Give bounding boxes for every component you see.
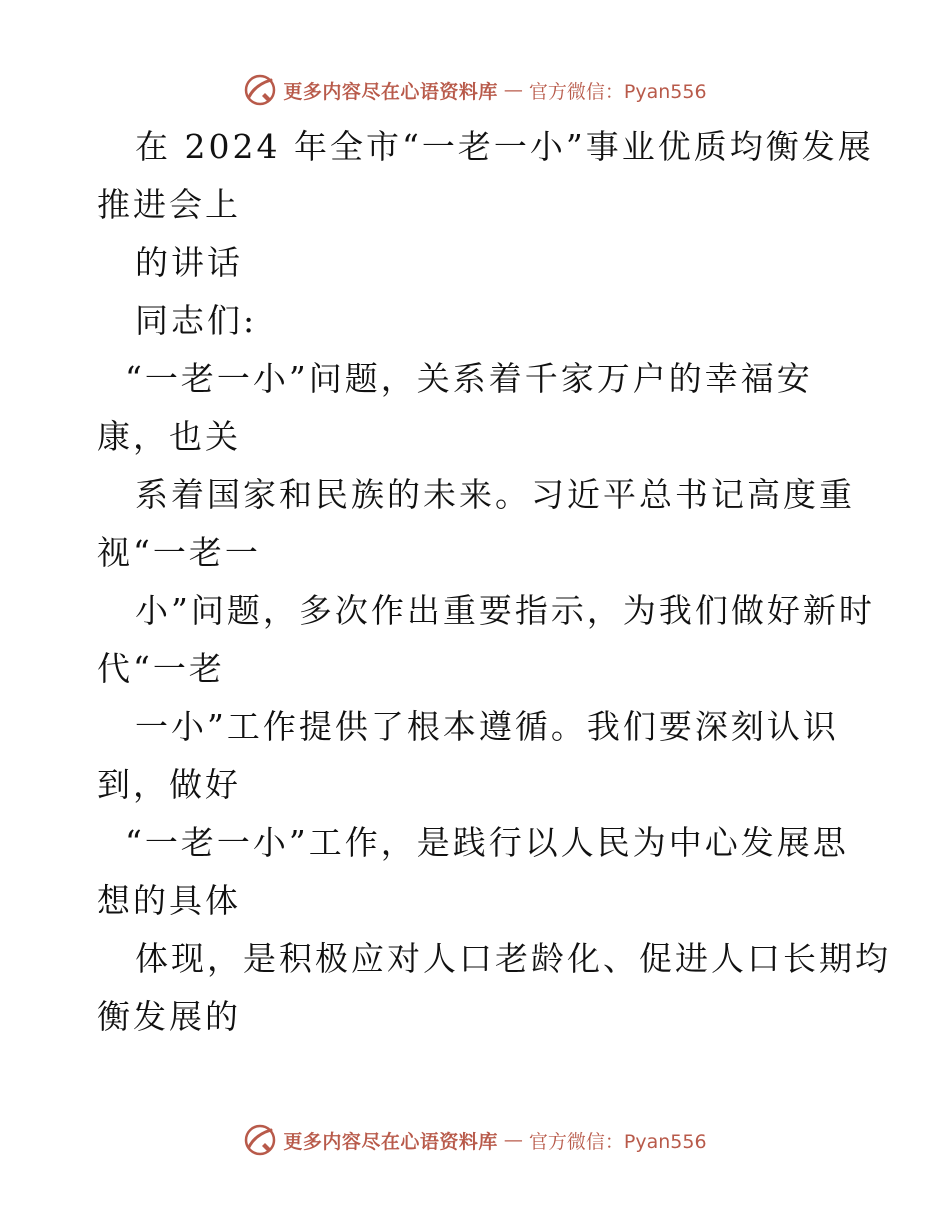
banner-separator: — [503, 79, 523, 101]
banner-text: 更多内容尽在心语资料库 [283, 1130, 498, 1153]
banner-separator: — [503, 1129, 523, 1151]
footer-banner [0, 1120, 950, 1160]
paragraph-line: 小”问题，多次作出重要指示，为我们做好新时 [135, 591, 875, 630]
footer-banner-inner [243, 1123, 706, 1157]
paragraph-line: 视“一老一 [97, 533, 261, 572]
title-line-3: 的讲话 [135, 243, 243, 282]
paragraph-line: 到，做好 [97, 765, 241, 804]
paragraph-line: “一老一小”问题，关系着千家万户的幸福安 [125, 359, 813, 398]
paragraph-line: 一小”工作提供了根本遵循。我们要深刻认识 [135, 707, 839, 746]
banner-text: 更多内容尽在心语资料库 [283, 80, 498, 103]
document-body [97, 118, 891, 1046]
banner-wechat: 官方微信：Pyan556 [528, 1130, 707, 1153]
paragraph-line: 衡发展的 [97, 997, 241, 1036]
red-pen-logo-icon [243, 1123, 277, 1157]
paragraph-line: 系着国家和民族的未来。习近平总书记高度重 [135, 475, 855, 514]
paragraph-line: 想的具体 [97, 881, 241, 920]
banner-wechat: 官方微信：Pyan556 [528, 80, 707, 103]
paragraph-line: 康，也关 [97, 417, 241, 456]
paragraph-line: 代“一老 [97, 649, 225, 688]
title-line-1: 在 2024 年全市“一老一小”事业优质均衡发展 [135, 127, 874, 166]
header-banner [0, 70, 950, 110]
header-banner-inner [243, 73, 706, 107]
title-line-2: 推进会上 [97, 185, 241, 224]
red-pen-logo-icon [243, 73, 277, 107]
paragraph-line: “一老一小”工作，是践行以人民为中心发展思 [125, 823, 849, 862]
paragraph-line: 体现，是积极应对人口老龄化、促进人口长期均 [135, 939, 891, 978]
salutation: 同志们: [135, 301, 258, 340]
